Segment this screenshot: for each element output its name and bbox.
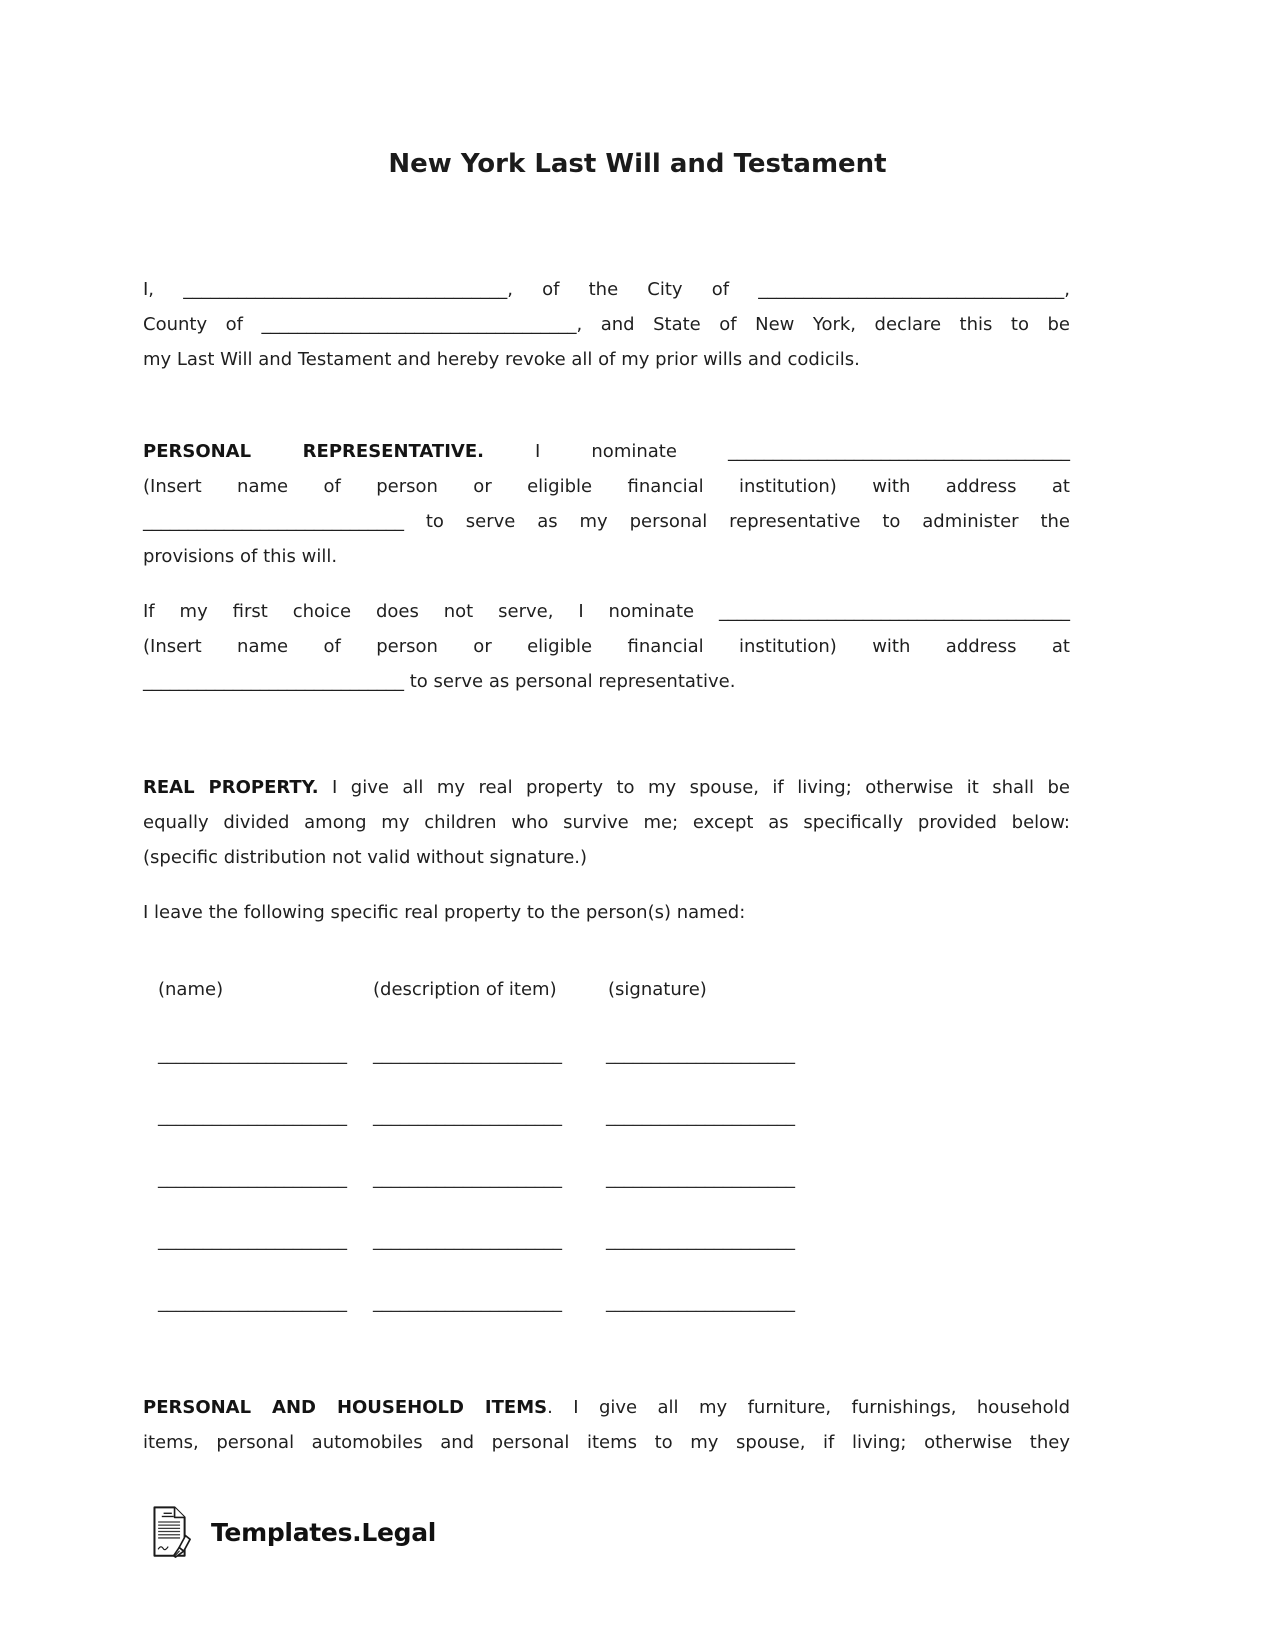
text-segment: I nominate ______________________________________ bbox=[483, 441, 1070, 462]
text-line: County of ___________________________________, and State of New York, declare this to be bbox=[143, 314, 1070, 335]
real-property-section bbox=[143, 770, 1070, 1320]
second-choice-paragraph bbox=[143, 594, 1070, 699]
column-header-description: (description of item) bbox=[373, 979, 557, 1000]
text-line: If my first choice does not serve, I nominate _______________________________________ bbox=[143, 601, 1070, 622]
property-table-header bbox=[143, 972, 1070, 1007]
blank-row bbox=[143, 1285, 1070, 1320]
text-line: (Insert name of person or eligible financial institution) with address at bbox=[143, 636, 1070, 657]
signature-blank-field: _____________________ bbox=[606, 1292, 795, 1313]
text-line: provisions of this will. bbox=[143, 546, 338, 567]
description-blank-field: _____________________ bbox=[373, 1044, 562, 1065]
name-blank-field: _____________________ bbox=[158, 1168, 347, 1189]
intro-paragraph bbox=[143, 272, 1070, 377]
description-blank-field: _____________________ bbox=[373, 1292, 562, 1313]
section-heading: PERSONAL AND HOUSEHOLD ITEMS bbox=[143, 1397, 548, 1418]
blank-row bbox=[143, 1223, 1070, 1258]
blank-row bbox=[143, 1099, 1070, 1134]
text-segment: . I give all my furniture, furnishings, household bbox=[547, 1397, 1071, 1418]
text-line bbox=[143, 434, 1070, 469]
name-blank-field: _____________________ bbox=[158, 1106, 347, 1127]
text-line: _____________________________ to serve as personal representative. bbox=[143, 671, 736, 692]
brand-name: Templates.Legal bbox=[211, 1517, 437, 1547]
blank-row bbox=[143, 1037, 1070, 1072]
property-table bbox=[143, 1037, 1070, 1320]
personal-representative-section bbox=[143, 434, 1070, 699]
text-line: _____________________________ to serve as my personal representative to administer the bbox=[143, 511, 1070, 532]
document-with-pen-icon bbox=[149, 1504, 191, 1560]
text-line: items, personal automobiles and personal items to my spouse, if living; otherwise they bbox=[143, 1432, 1070, 1453]
column-header-name: (name) bbox=[158, 979, 224, 1000]
signature-blank-field: _____________________ bbox=[606, 1106, 795, 1127]
description-blank-field: _____________________ bbox=[373, 1168, 562, 1189]
personal-household-section bbox=[143, 1390, 1070, 1460]
first-choice-paragraph bbox=[143, 434, 1070, 574]
text-line: equally divided among my children who survive me; except as specifically provided below: bbox=[143, 812, 1070, 833]
description-blank-field: _____________________ bbox=[373, 1106, 562, 1127]
blank-row bbox=[143, 1161, 1070, 1196]
text-line bbox=[143, 770, 1070, 805]
text-line: I leave the following specific real property to the person(s) named: bbox=[143, 902, 746, 923]
text-line: (Insert name of person or eligible financial institution) with address at bbox=[143, 476, 1070, 497]
name-blank-field: _____________________ bbox=[158, 1292, 347, 1313]
text-line: my Last Will and Testament and hereby revoke all of my prior wills and codicils. bbox=[143, 349, 860, 370]
description-blank-field: _____________________ bbox=[373, 1230, 562, 1251]
section-heading: PERSONAL REPRESENTATIVE. bbox=[143, 441, 484, 462]
signature-blank-field: _____________________ bbox=[606, 1230, 795, 1251]
text-line: (specific distribution not valid without signature.) bbox=[143, 847, 588, 868]
text-segment: I give all my real property to my spouse, if living; otherwise it shall be bbox=[318, 777, 1070, 798]
name-blank-field: _____________________ bbox=[158, 1044, 347, 1065]
document-title: New York Last Will and Testament bbox=[388, 149, 887, 179]
column-header-signature: (signature) bbox=[608, 979, 707, 1000]
signature-blank-field: _____________________ bbox=[606, 1044, 795, 1065]
section-heading: REAL PROPERTY. bbox=[143, 777, 319, 798]
brand-footer bbox=[143, 1503, 1070, 1561]
signature-blank-field: _____________________ bbox=[606, 1168, 795, 1189]
text-line bbox=[143, 1390, 1070, 1425]
text-line: I, ____________________________________, of the City of __________________________________, bbox=[143, 279, 1070, 300]
name-blank-field: _____________________ bbox=[158, 1230, 347, 1251]
